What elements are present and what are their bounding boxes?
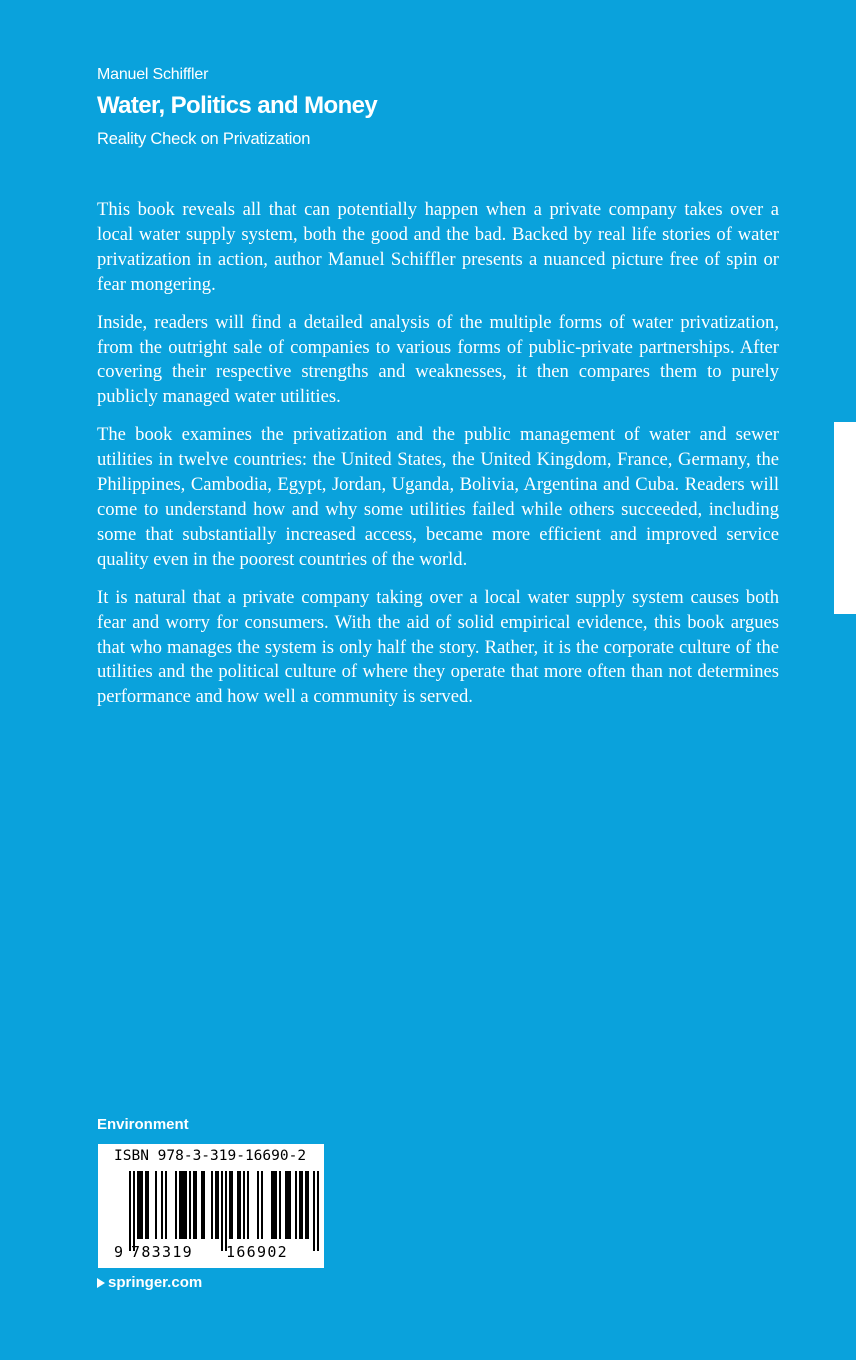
barcode-bar	[295, 1171, 297, 1239]
book-subtitle: Reality Check on Privatization	[97, 130, 311, 148]
barcode-bar	[145, 1171, 147, 1239]
ean-lead-digit: 9	[114, 1243, 124, 1261]
publisher-link[interactable]	[97, 1274, 202, 1291]
ean-left-group: 783319	[131, 1243, 193, 1261]
barcode-guard-bar	[221, 1171, 223, 1251]
barcode-bar	[161, 1171, 163, 1239]
description-paragraph: It is natural that a private company taking over a local water supply system causes both fear and worry for consumers. With the aid of solid empirical evidence, this book argues that who manages the system is only half the story. Rather, it is the corporate culture of the utilities and the political culture of where they operate that more often than not determines performance and how well a community is served.	[97, 586, 779, 708]
description-paragraph: This book reveals all that can potentially happen when a private company takes over a local water supply system, both the good and the bad. Backed by real life stories of water privatization in action, author Manuel Schiffler presents a nuanced picture free of spin or fear mongering.	[97, 199, 779, 295]
arrow-right-icon	[97, 1278, 105, 1288]
barcode-bar	[247, 1171, 249, 1239]
barcode-bar	[287, 1171, 289, 1239]
barcode-bar	[229, 1171, 231, 1239]
barcode-box	[98, 1144, 324, 1268]
barcode-bar	[195, 1171, 197, 1239]
barcode-bar	[239, 1171, 241, 1239]
barcode-bar	[175, 1171, 177, 1239]
barcode-guard-bar	[129, 1171, 131, 1251]
barcode-bar	[185, 1171, 187, 1239]
barcode-bar	[301, 1171, 303, 1239]
barcode-bar	[179, 1171, 181, 1239]
barcode-bar	[215, 1171, 217, 1239]
barcode-guard-bar	[225, 1171, 227, 1251]
barcode-bar	[307, 1171, 309, 1239]
barcode-bar	[201, 1171, 203, 1239]
barcode-bar	[189, 1171, 191, 1239]
barcode-bar	[257, 1171, 259, 1239]
barcode-guard-bar	[313, 1171, 315, 1251]
barcode-bar	[141, 1171, 143, 1239]
barcode-bar	[193, 1171, 195, 1239]
barcode-bar	[183, 1171, 185, 1239]
edge-tab	[834, 422, 856, 614]
description-paragraph: Inside, readers will find a detailed analysis of the multiple forms of water privatization, from the outright sale of companies to various forms of public-private partnerships. After covering their respective strengths and weaknesses, it then compares them to purely publicly managed water utilities.	[97, 311, 779, 408]
description	[97, 198, 779, 723]
barcode-bar	[237, 1171, 239, 1239]
barcode-bar	[217, 1171, 219, 1239]
barcode-bar	[305, 1171, 307, 1239]
publisher-url: springer.com	[108, 1274, 203, 1291]
barcode-bar	[155, 1171, 157, 1239]
barcode-bar	[299, 1171, 301, 1239]
barcode-bar	[275, 1171, 277, 1239]
category-label: Environment	[97, 1116, 189, 1133]
barcode-bar	[243, 1171, 245, 1239]
barcode-bar	[231, 1171, 233, 1239]
barcode-bar	[139, 1171, 141, 1239]
barcode-guard-bar	[133, 1171, 135, 1251]
barcode-guard-bar	[317, 1171, 319, 1251]
description-paragraph: The book examines the privatization and the public management of water and sewer utilities in twelve countries: the United States, the United Kingdom, France, Germany, the Philippines, Cambodia, Egypt, Jordan, Uganda, Bolivia, Argentina and Cuba. Readers will come to understand how and why some utilities failed while others succeeded, including some that substantially increased access, became more efficient and improved service quality even in the poorest countries of the world.	[97, 424, 779, 570]
barcode-bar	[273, 1171, 275, 1239]
barcode-bar	[181, 1171, 183, 1239]
isbn-text: ISBN 978-3-319-16690-2	[114, 1148, 307, 1164]
barcode-bar	[261, 1171, 263, 1239]
barcode-bar	[289, 1171, 291, 1239]
barcode-bar	[271, 1171, 273, 1239]
barcode-bar	[165, 1171, 167, 1239]
barcode-bar	[285, 1171, 287, 1239]
author-name: Manuel Schiffler	[97, 66, 209, 83]
ean-right-group: 166902	[226, 1243, 288, 1261]
barcode-bar	[137, 1171, 139, 1239]
barcode-bar	[279, 1171, 281, 1239]
book-title: Water, Politics and Money	[97, 92, 378, 119]
barcode-bar	[147, 1171, 149, 1239]
barcode-bar	[211, 1171, 213, 1239]
barcode-bar	[203, 1171, 205, 1239]
